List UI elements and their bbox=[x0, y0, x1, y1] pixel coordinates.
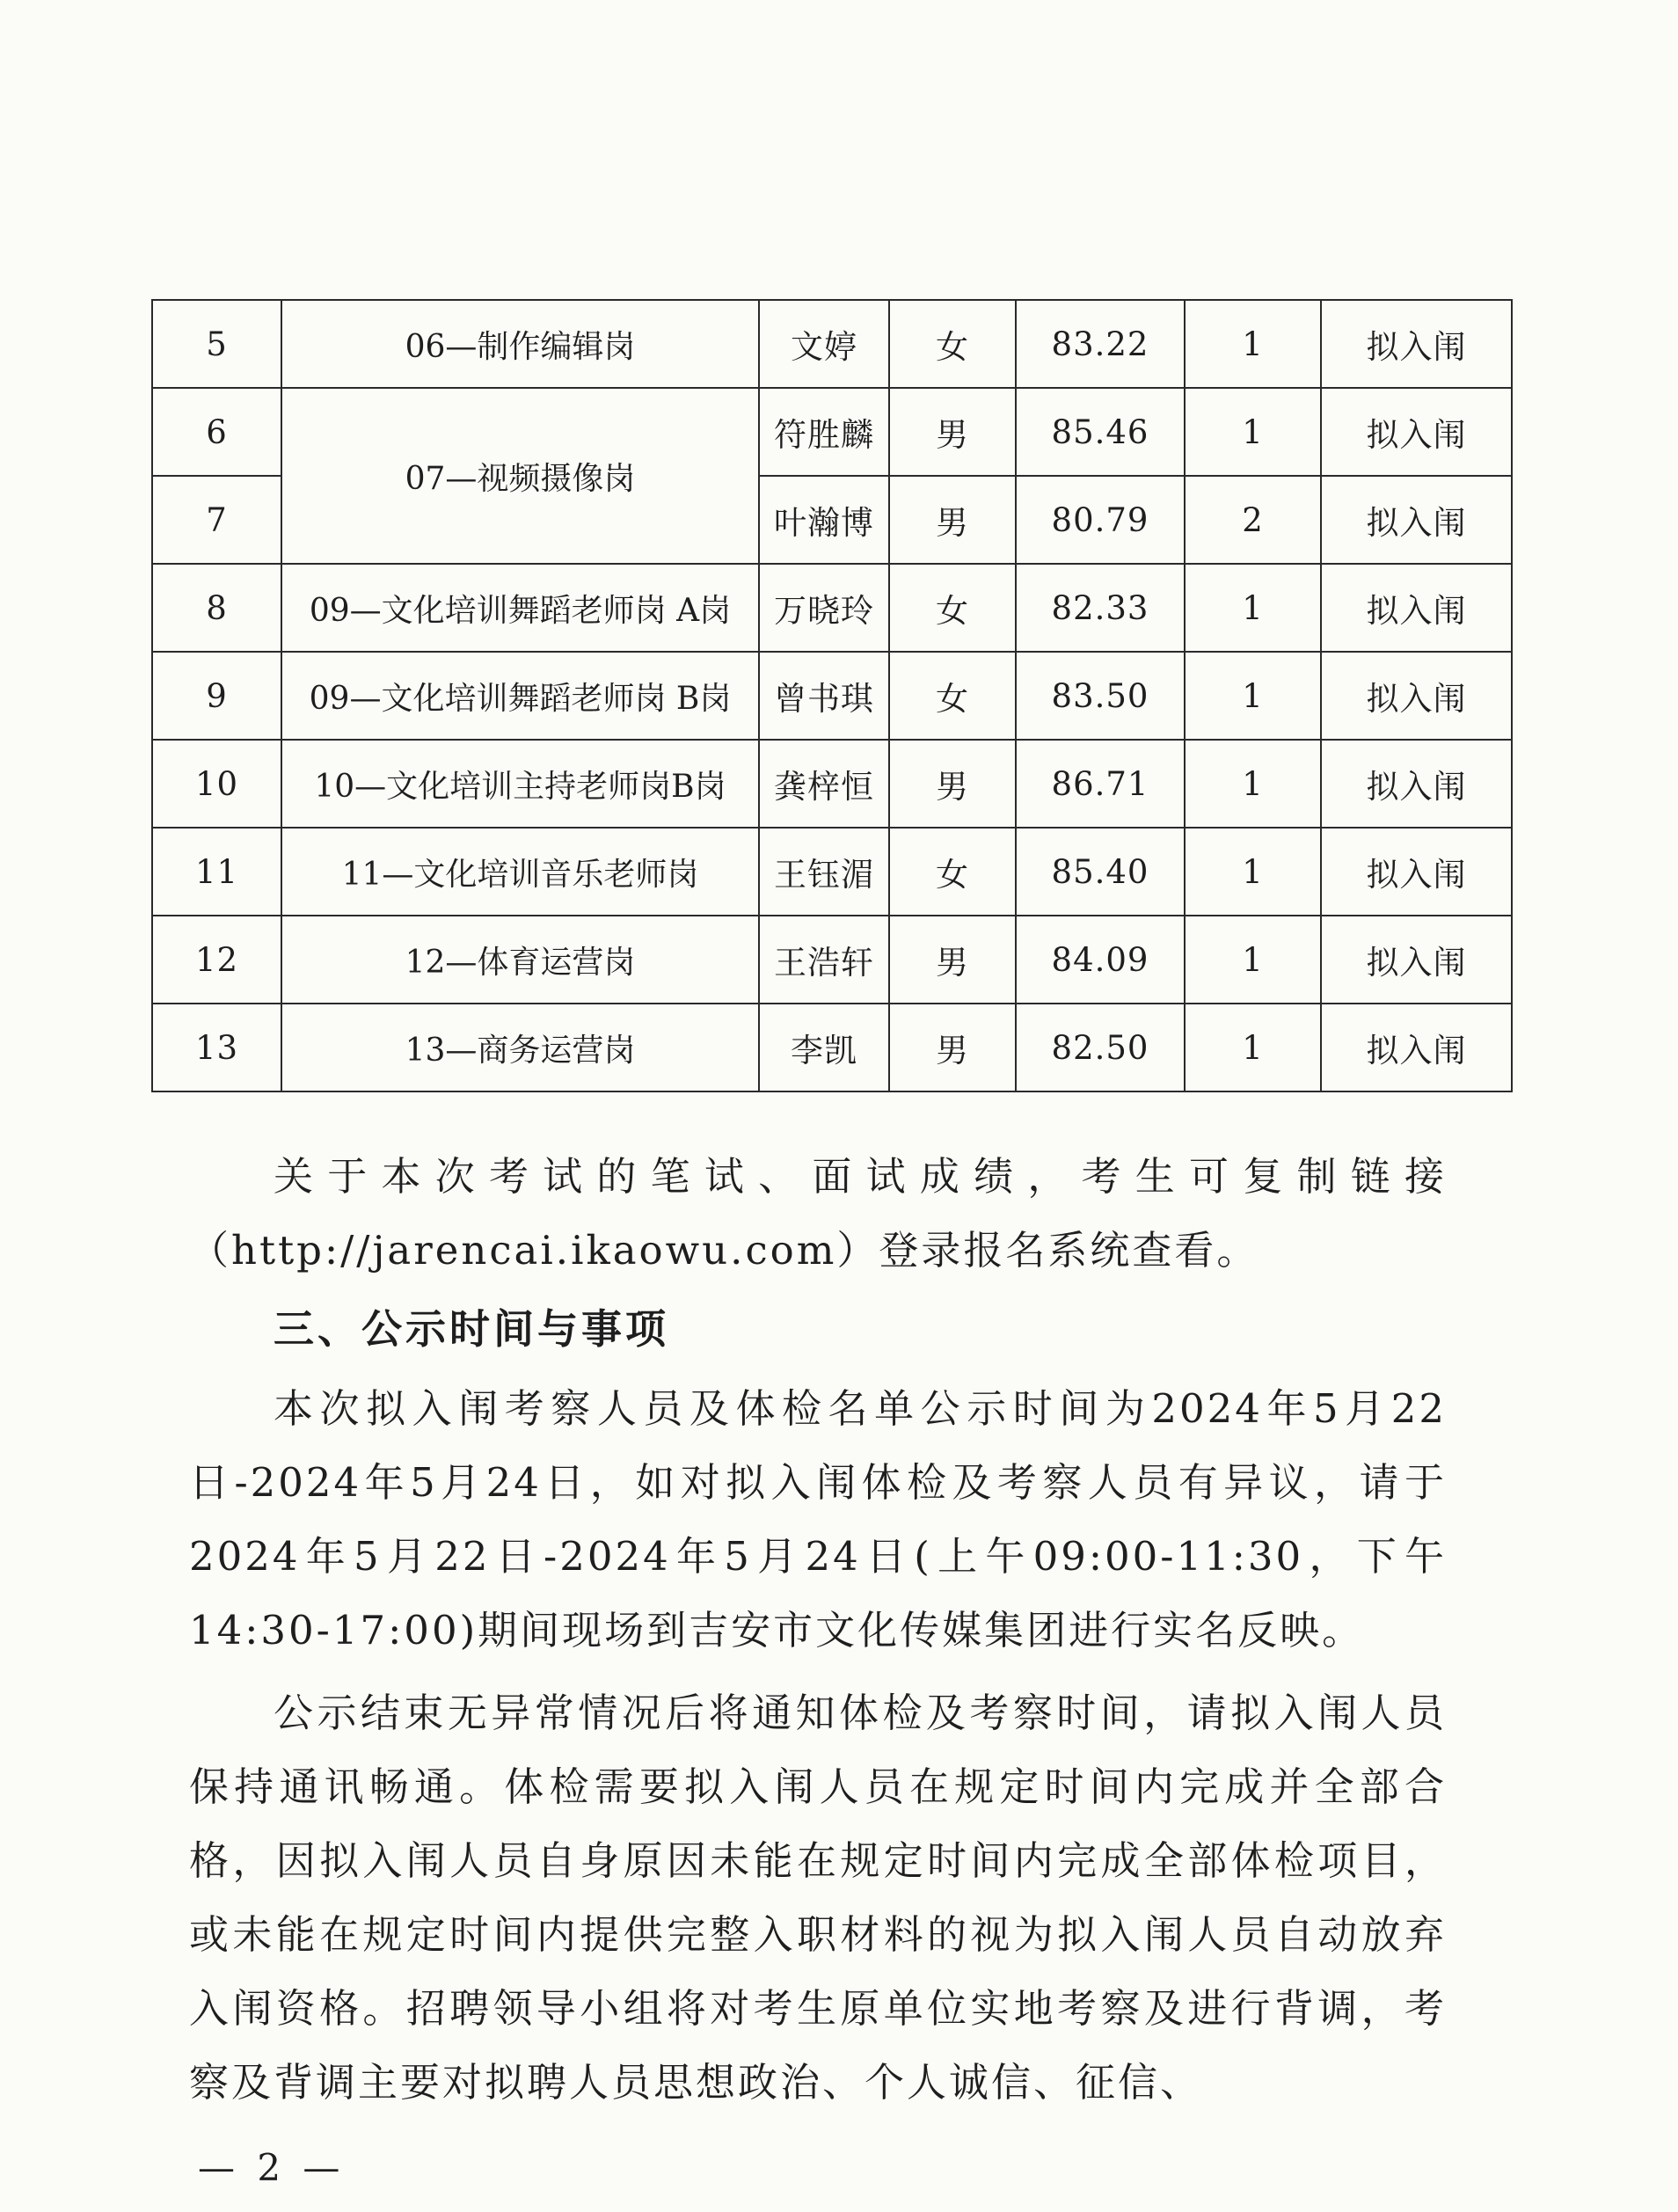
candidate-result: 拟入闱 bbox=[1321, 1004, 1512, 1091]
candidate-rank: 1 bbox=[1185, 740, 1321, 828]
table-row bbox=[152, 828, 1512, 916]
table-row bbox=[152, 564, 1512, 652]
row-number: 9 bbox=[152, 652, 281, 740]
candidate-gender: 男 bbox=[889, 740, 1016, 828]
scores-link-paragraph: 关于本次考试的笔试、面试成绩，考生可复制链接（http://jarencai.ikaowu.com）登录报名系统查看。 bbox=[189, 1153, 1447, 1274]
post-name: 09—文化培训舞蹈老师岗 A岗 bbox=[281, 564, 759, 652]
table-row bbox=[152, 1004, 1512, 1091]
publicity-period-paragraph: 本次拟入闱考察人员及体检名单公示时间为2024年5月22日-2024年5月24日，如对拟入闱体检及考察人员有异议，请于2024年5月22日-2024年5月24日(上午09:00-11:30，下午14:30-17:00)期间现场到吉安市文化传媒集团进行实名反映。 bbox=[189, 1385, 1447, 1654]
row-number: 10 bbox=[152, 740, 281, 828]
candidate-result: 拟入闱 bbox=[1321, 300, 1512, 388]
candidate-score: 85.46 bbox=[1016, 388, 1185, 476]
candidate-name: 符胜麟 bbox=[759, 388, 889, 476]
scores-link-section bbox=[189, 1140, 1447, 1288]
table-row bbox=[152, 300, 1512, 388]
candidate-gender: 女 bbox=[889, 652, 1016, 740]
candidate-name: 王浩轩 bbox=[759, 916, 889, 1004]
post-name: 12—体育运营岗 bbox=[281, 916, 759, 1004]
candidate-rank: 1 bbox=[1185, 652, 1321, 740]
candidate-score: 85.40 bbox=[1016, 828, 1185, 916]
post-name: 09—文化培训舞蹈老师岗 B岗 bbox=[281, 652, 759, 740]
candidate-rank: 1 bbox=[1185, 388, 1321, 476]
post-name: 10—文化培训主持老师岗B岗 bbox=[281, 740, 759, 828]
publicity-section bbox=[189, 1372, 1447, 2120]
candidate-result: 拟入闱 bbox=[1321, 388, 1512, 476]
row-number: 13 bbox=[152, 1004, 281, 1091]
candidate-score: 83.22 bbox=[1016, 300, 1185, 388]
table-row bbox=[152, 652, 1512, 740]
candidate-gender: 男 bbox=[889, 388, 1016, 476]
candidate-gender: 女 bbox=[889, 828, 1016, 916]
page-number: — 2 — bbox=[198, 2146, 346, 2189]
candidate-gender: 男 bbox=[889, 1004, 1016, 1091]
candidate-gender: 男 bbox=[889, 916, 1016, 1004]
row-number: 6 bbox=[152, 388, 281, 476]
candidate-score: 83.50 bbox=[1016, 652, 1185, 740]
post-name: 11—文化培训音乐老师岗 bbox=[281, 828, 759, 916]
candidate-gender: 女 bbox=[889, 300, 1016, 388]
row-number: 12 bbox=[152, 916, 281, 1004]
row-number: 8 bbox=[152, 564, 281, 652]
candidate-score: 82.50 bbox=[1016, 1004, 1185, 1091]
row-number: 11 bbox=[152, 828, 281, 916]
post-name: 06—制作编辑岗 bbox=[281, 300, 759, 388]
candidate-score: 82.33 bbox=[1016, 564, 1185, 652]
row-number: 7 bbox=[152, 476, 281, 564]
candidate-name: 文婷 bbox=[759, 300, 889, 388]
candidate-name: 叶瀚博 bbox=[759, 476, 889, 564]
candidate-result: 拟入闱 bbox=[1321, 740, 1512, 828]
candidate-rank: 1 bbox=[1185, 828, 1321, 916]
candidate-name: 李凯 bbox=[759, 1004, 889, 1091]
after-publicity-paragraph: 公示结束无异常情况后将通知体检及考察时间，请拟入闱人员保持通讯畅通。体检需要拟入闱人员在规定时间内完成并全部合格，因拟入闱人员自身原因未能在规定时间内完成全部体检项目，或未能在规定时间内提供完整入职材料的视为拟入闱人员自动放弃入闱资格。招聘领导小组将对考生原单位实地考察及进行背调，考察及背调主要对拟聘人员思想政治、个人诚信、征信、 bbox=[189, 1690, 1447, 2106]
candidate-rank: 1 bbox=[1185, 916, 1321, 1004]
candidate-gender: 女 bbox=[889, 564, 1016, 652]
post-name: 07—视频摄像岗 bbox=[281, 388, 759, 564]
candidate-gender: 男 bbox=[889, 476, 1016, 564]
post-name: 13—商务运营岗 bbox=[281, 1004, 759, 1091]
candidate-name: 龚梓恒 bbox=[759, 740, 889, 828]
candidate-result: 拟入闱 bbox=[1321, 828, 1512, 916]
candidate-rank: 2 bbox=[1185, 476, 1321, 564]
candidate-result: 拟入闱 bbox=[1321, 916, 1512, 1004]
section-heading: 三、公示时间与事项 bbox=[274, 1305, 669, 1353]
candidate-name: 万晓玲 bbox=[759, 564, 889, 652]
candidate-result: 拟入闱 bbox=[1321, 652, 1512, 740]
candidate-name: 曾书琪 bbox=[759, 652, 889, 740]
candidate-name: 王钰湄 bbox=[759, 828, 889, 916]
candidate-score: 86.71 bbox=[1016, 740, 1185, 828]
row-number: 5 bbox=[152, 300, 281, 388]
table-row bbox=[152, 740, 1512, 828]
candidate-result: 拟入闱 bbox=[1321, 564, 1512, 652]
candidate-table bbox=[151, 299, 1513, 1092]
candidate-rank: 1 bbox=[1185, 300, 1321, 388]
table-row bbox=[152, 916, 1512, 1004]
candidate-score: 84.09 bbox=[1016, 916, 1185, 1004]
candidate-result: 拟入闱 bbox=[1321, 476, 1512, 564]
candidate-score: 80.79 bbox=[1016, 476, 1185, 564]
table-row bbox=[152, 388, 1512, 476]
candidate-rank: 1 bbox=[1185, 564, 1321, 652]
candidate-rank: 1 bbox=[1185, 1004, 1321, 1091]
